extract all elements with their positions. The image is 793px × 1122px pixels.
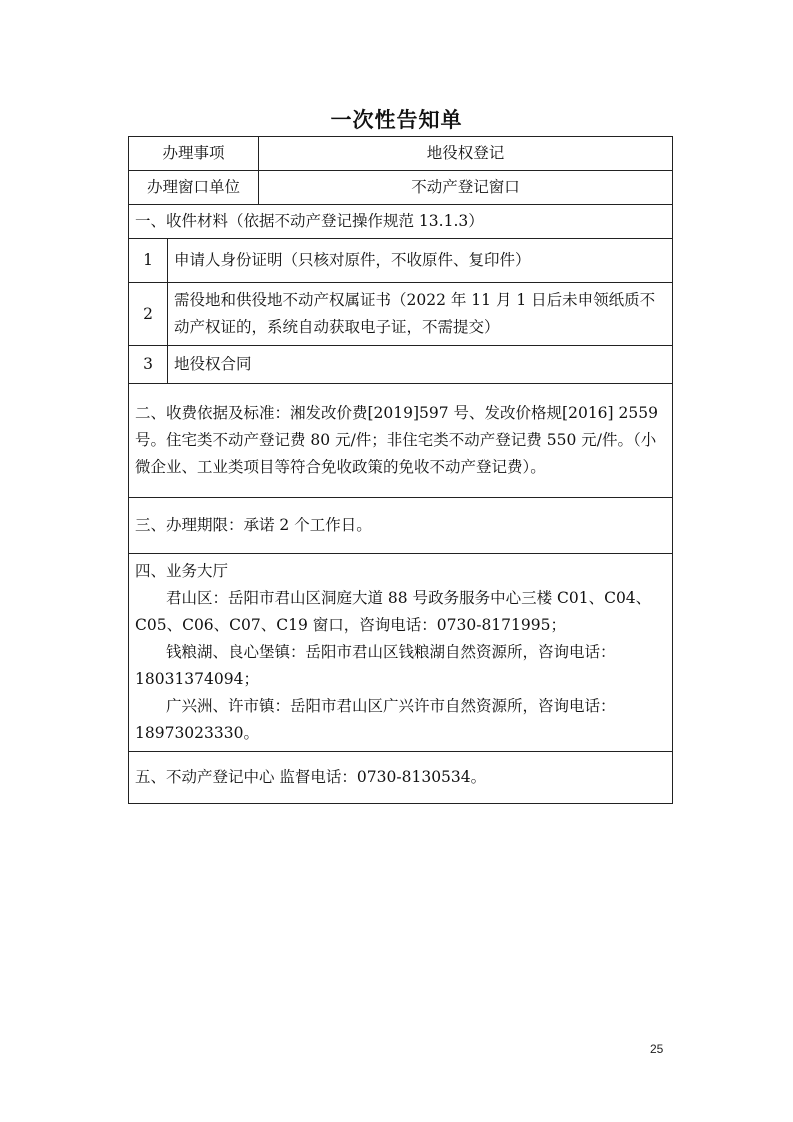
material-number: 2 bbox=[129, 283, 168, 346]
row-supervision bbox=[129, 752, 673, 804]
material-row-2 bbox=[129, 283, 673, 346]
unit-label: 办理窗口单位 bbox=[129, 171, 259, 205]
fees-text: 二、收费依据及标准：湘发改价费[2019]597 号、发改价格规[2016] 2559 号。住宅类不动产登记费 80 元/件；非住宅类不动产登记费 550 元/件。（小微企业、工业类项目等符合免收政策的免收不动产登记费）。 bbox=[129, 384, 673, 498]
document-title: 一次性告知单 bbox=[330, 108, 463, 132]
item-value: 地役权登记 bbox=[259, 137, 673, 171]
page-number: 25 bbox=[650, 1042, 664, 1056]
material-text: 申请人身份证明（只核对原件，不收原件、复印件） bbox=[168, 239, 673, 283]
material-row-1 bbox=[129, 239, 673, 283]
halls-heading: 四、业务大厅 bbox=[135, 562, 229, 580]
unit-value: 不动产登记窗口 bbox=[259, 171, 673, 205]
row-deadline bbox=[129, 498, 673, 554]
materials-heading: 一、收件材料（依据不动产登记操作规范 13.1.3） bbox=[129, 205, 673, 239]
material-number: 3 bbox=[129, 346, 168, 384]
material-text: 需役地和供役地不动产权属证书（2022 年 11 月 1 日后未申领纸质不动产权证的，系统自动获取电子证，不需提交） bbox=[168, 283, 673, 346]
row-halls bbox=[129, 554, 673, 752]
row-unit bbox=[129, 171, 673, 205]
row-item bbox=[129, 137, 673, 171]
supervision-text: 五、不动产登记中心 监督电话：0730-8130534。 bbox=[129, 752, 673, 804]
hall-entry-qianlianghu: 钱粮湖、良心堡镇：岳阳市君山区钱粮湖自然资源所，咨询电话：18031374094； bbox=[135, 643, 616, 688]
item-label: 办理事项 bbox=[129, 137, 259, 171]
material-text: 地役权合同 bbox=[168, 346, 673, 384]
notice-form-table bbox=[128, 136, 673, 804]
deadline-text: 三、办理期限：承诺 2 个工作日。 bbox=[129, 498, 673, 554]
hall-entry-guangxingzhou: 广兴洲、许市镇：岳阳市君山区广兴许市自然资源所，咨询电话：18973023330。 bbox=[135, 697, 616, 742]
halls-cell bbox=[129, 554, 673, 752]
row-fees bbox=[129, 384, 673, 498]
hall-entry-junshan: 君山区：岳阳市君山区洞庭大道 88 号政务服务中心三楼 C01、C04、C05、C06、C07、C19 窗口，咨询电话：0730-8171995； bbox=[135, 589, 652, 634]
material-number: 1 bbox=[129, 239, 168, 283]
material-row-3 bbox=[129, 346, 673, 384]
row-materials-heading bbox=[129, 205, 673, 239]
